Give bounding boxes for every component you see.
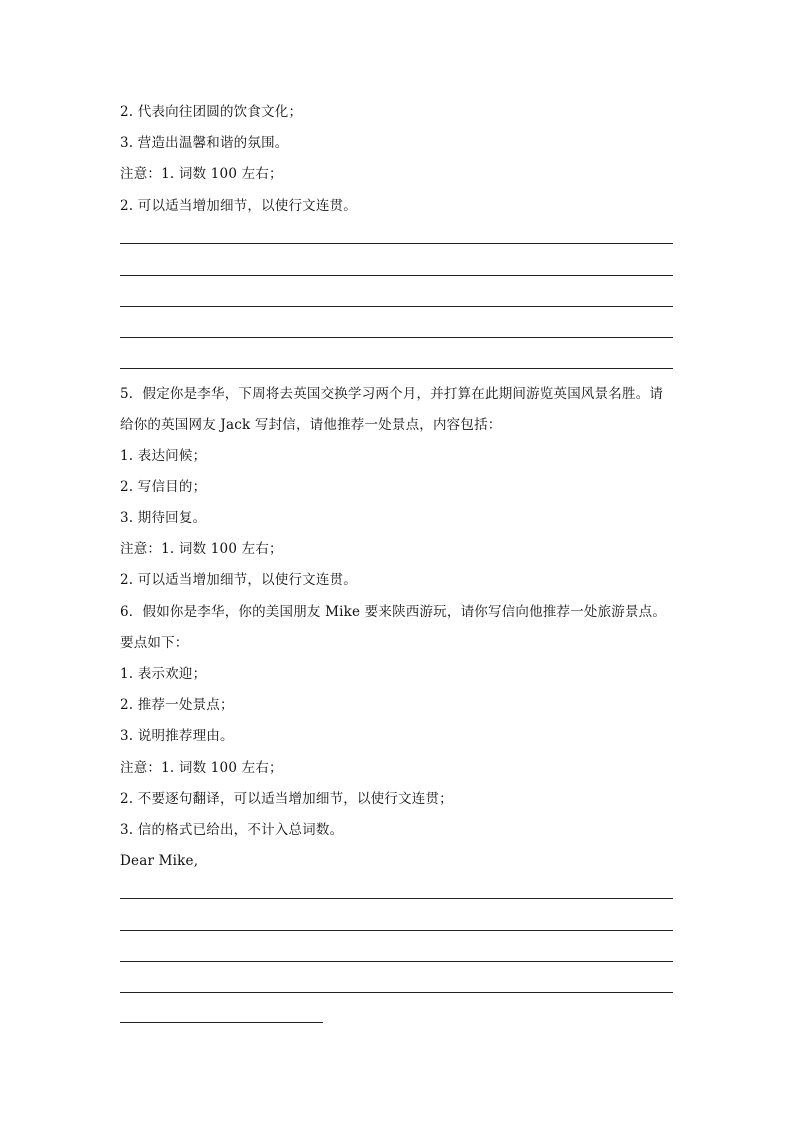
note-details: 2. 可以适当增加细节，以使行文连贯。 xyxy=(120,198,357,214)
answer-line[interactable] xyxy=(120,368,673,369)
question-6-prompt-line-2: 要点如下： xyxy=(120,635,189,651)
answer-line[interactable] xyxy=(120,306,673,307)
question-6-point-2: 2. 推荐一处景点； xyxy=(120,697,234,713)
note-word-count: 注意：1. 词数 100 左右； xyxy=(120,166,283,182)
question-5-point-1: 1. 表达问候； xyxy=(120,448,207,464)
question-5-prompt-line-1: 5．假定你是李华，下周将去英国交换学习两个月，并打算在此期间游览英国风景名胜。请 xyxy=(120,386,664,402)
question-5-point-3: 3. 期待回复。 xyxy=(120,510,207,526)
answer-line[interactable] xyxy=(120,930,673,931)
question-5-prompt-line-2: 给你的英国网友 Jack 写封信，请他推荐一处景点，内容包括： xyxy=(120,417,502,433)
question-5-note-details: 2. 可以适当增加细节，以使行文连贯。 xyxy=(120,572,357,588)
question-6-point-1: 1. 表示欢迎； xyxy=(120,666,207,682)
answer-line-short[interactable] xyxy=(120,1022,323,1023)
requirement-point-3: 3. 营造出温馨和谐的氛围。 xyxy=(120,135,289,151)
question-5-note-word-count: 注意：1. 词数 100 左右； xyxy=(120,541,283,557)
question-6-note-format: 3. 信的格式已给出，不计入总词数。 xyxy=(120,822,344,838)
answer-line[interactable] xyxy=(120,992,673,993)
answer-line[interactable] xyxy=(120,961,673,962)
answer-line[interactable] xyxy=(120,243,673,244)
question-6-point-3: 3. 说明推荐理由。 xyxy=(120,728,234,744)
question-5-point-2: 2. 写信目的； xyxy=(120,479,207,495)
letter-salutation: Dear Mike, xyxy=(120,853,199,869)
answer-line[interactable] xyxy=(120,337,673,338)
question-6-note-translation: 2. 不要逐句翻译，可以适当增加细节，以使行文连贯； xyxy=(120,791,453,807)
question-6-prompt-line-1: 6．假如你是李华，你的美国朋友 Mike 要来陕西游玩，请你写信向他推荐一处旅游景点。 xyxy=(120,604,667,620)
requirement-point-2: 2. 代表向往团圆的饮食文化； xyxy=(120,104,303,120)
question-6-note-word-count: 注意：1. 词数 100 左右； xyxy=(120,760,283,776)
answer-line[interactable] xyxy=(120,275,673,276)
answer-line[interactable] xyxy=(120,898,673,899)
